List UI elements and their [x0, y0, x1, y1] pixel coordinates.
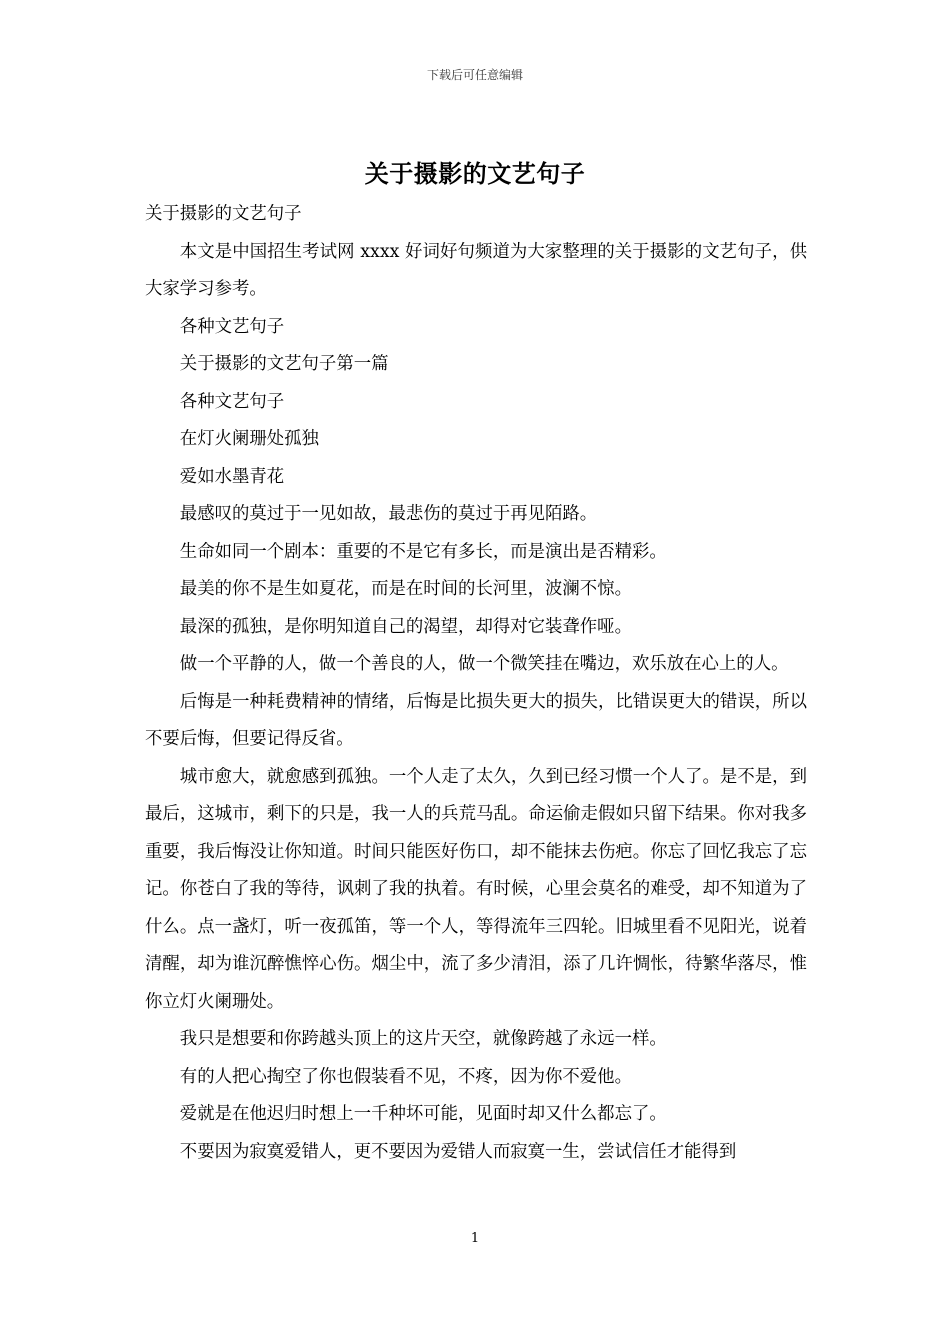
body-paragraph: 爱如水墨青花 — [179, 466, 285, 487]
body-paragraph: 在灯火阑珊处孤独 — [179, 429, 319, 449]
body-paragraph: 后悔是一种耗费精神的情绪，后悔是比损失更大的损失，比错误更大的错误，所以不要后悔，但要记得反省。 — [145, 691, 807, 749]
body-paragraph: 爱就是在他迟归时想上一千种坏可能，见面时却又什么都忘了。 — [179, 1104, 667, 1124]
body-paragraph: 有的人把心掏空了你也假装看不见，不疼，因为你不爱他。 — [179, 1066, 632, 1087]
body-paragraph: 不要因为寂寞爱错人，更不要因为爱错人而寂寞一生，尝试信任才能得到 — [179, 1141, 737, 1162]
document-body — [145, 196, 807, 1171]
page-header: 下载后可任意编辑 — [426, 68, 523, 82]
document-title: 关于摄影的文艺句子 — [364, 159, 586, 188]
subtitle-paragraph: 关于摄影的文艺句子 — [145, 204, 302, 224]
body-paragraph: 我只是想要和你跨越头顶上的这片天空，就像跨越了永远一样。 — [179, 1029, 667, 1049]
body-paragraph: 城市愈大，就愈感到孤独。一个人走了太久，久到已经习惯一个人了。是不是，到最后，这城市，剩下的只是，我一人的兵荒马乱。命运偷走假如只留下结果。你对我多重要，我后悔没让你知道。时间只能医好伤口，却不能抹去伤疤。你忘了回忆我忘了忘记。你苍白了我的等待，讽刺了我的执着。有时候，心里会莫名的难受，却不知道为了什么。点一盏灯，听一夜孤笛，等一个人，等得流年三四轮。旧城里看不见阳光，说着清醒，却为谁沉醉憔悴心伤。烟尘中，流了多少清泪，添了几许惆怅，待繁华落尽，惟你立灯火阑珊处。 — [145, 766, 807, 1012]
body-paragraph: 各种文艺句子 — [179, 316, 285, 337]
page-number: 1 — [470, 1231, 480, 1246]
body-paragraph: 最美的你不是生如夏花，而是在时间的长河里，波澜不惊。 — [179, 579, 632, 599]
body-paragraph: 关于摄影的文艺句子第一篇 — [179, 354, 389, 374]
body-paragraph: 各种文艺句子 — [179, 391, 285, 412]
body-paragraph: 做一个平静的人，做一个善良的人，做一个微笑挂在嘴边，欢乐放在心上的人。 — [179, 654, 789, 674]
body-paragraph: 最深的孤独，是你明知道自己的渴望，却得对它装聋作哑。 — [179, 616, 632, 637]
body-paragraph: 本文是中国招生考试网 xxxx 好词好句频道为大家整理的关于摄影的文艺句子，供大家学习参考。 — [145, 241, 807, 299]
body-paragraph: 生命如同一个剧本：重要的不是它有多长，而是演出是否精彩。 — [179, 541, 667, 562]
body-paragraph: 最感叹的莫过于一见如故，最悲伤的莫过于再见陌路。 — [179, 504, 598, 524]
